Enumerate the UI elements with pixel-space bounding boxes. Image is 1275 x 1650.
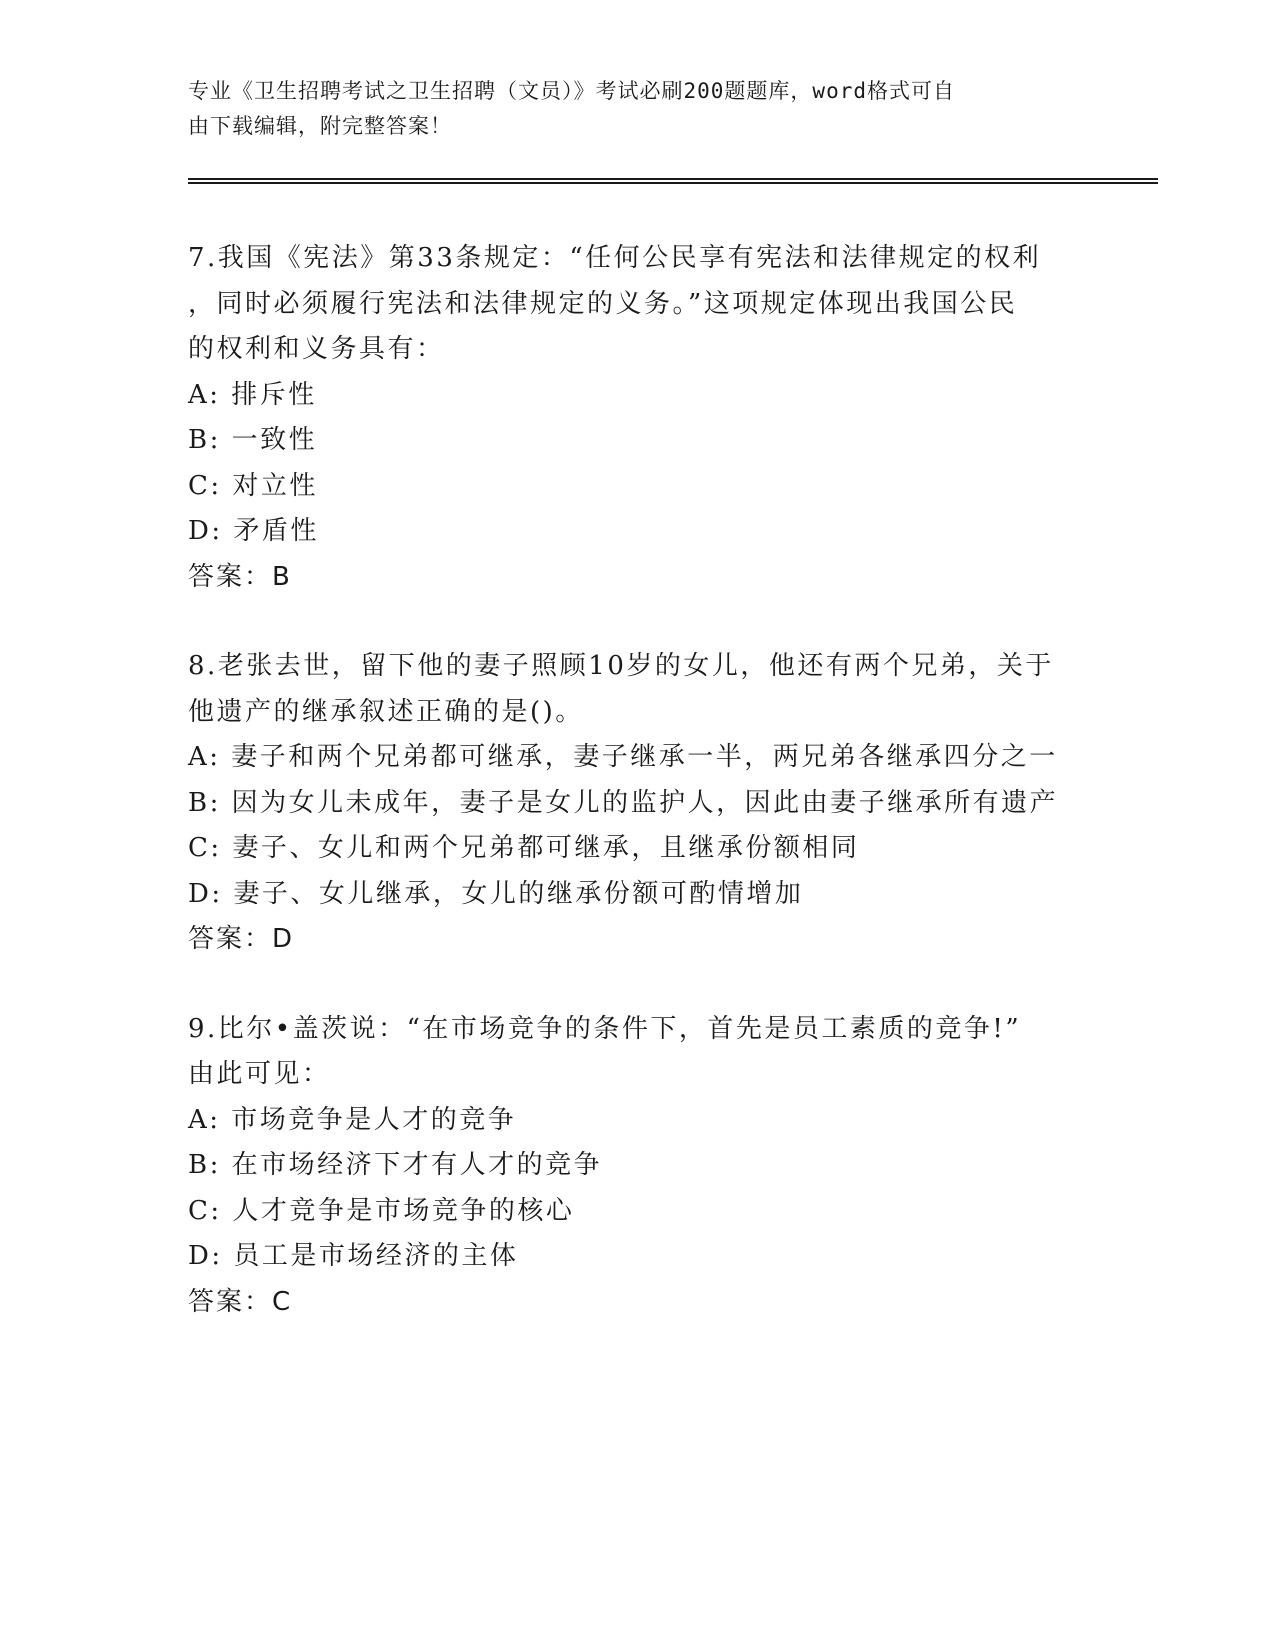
answer-value: B [272, 561, 291, 592]
question-stem-line: 的权利和义务具有： [188, 334, 445, 364]
option-b: B: 在市场经济下才有人才的竞争 [188, 1150, 603, 1180]
option-d: D: 妻子、女儿继承，女儿的继承份额可酌情增加 [188, 878, 804, 909]
question-stem-line: ，同时必须履行宪法和法律规定的义务。”这项规定体现出我国公民 [188, 288, 1018, 319]
question-stem-line: 7.我国《宪法》第33条规定：“任何公民享有宪法和法律规定的权利 [188, 243, 1042, 273]
answer [188, 917, 1088, 963]
header-double-rule [188, 178, 1158, 184]
answer-label: 答案： [188, 924, 273, 954]
option-d: D: 员工是市场经济的主体 [188, 1241, 519, 1271]
option-c: C: 妻子、女儿和两个兄弟都可继承，且继承份额相同 [188, 833, 860, 863]
answer-value: D [272, 924, 294, 954]
answer-value: C [272, 1286, 292, 1317]
answer-label: 答案： [188, 561, 273, 592]
answer-label: 答案： [188, 1286, 273, 1317]
option-b: B: 一致性 [188, 425, 318, 455]
question-list [188, 236, 1088, 1369]
question-stem-line: 由此可见： [188, 1059, 331, 1089]
answer [188, 1280, 1088, 1326]
option-d: D: 矛盾性 [188, 516, 319, 546]
option-c: C: 对立性 [188, 470, 318, 501]
header-line-1: 专业《卫生招聘考试之卫生招聘（文员）》考试必刷200题题库，word格式可自 [188, 79, 955, 103]
option-b: B: 因为女儿未成年，妻子是女儿的监护人，因此由妻子继承所有遗产 [188, 787, 1059, 818]
question-stem-line: 8.老张去世，留下他的妻子照顾10岁的女儿，他还有两个兄弟，关于 [188, 651, 1054, 681]
answer [188, 555, 1088, 601]
question-stem-line: 9.比尔•盖茨说：“在市场竞争的条件下，首先是员工素质的竞争!” [188, 1013, 1022, 1044]
option-c: C: 人才竞争是市场竞争的核心 [188, 1195, 575, 1226]
header-line-2: 由下载编辑，附完整答案！ [188, 114, 452, 138]
question-9 [188, 1007, 1088, 1326]
option-a: A: 排斥性 [188, 379, 317, 410]
document-header [188, 74, 1088, 144]
question-stem-line: 他遗产的继承叙述正确的是()。 [188, 696, 584, 727]
question-8 [188, 644, 1088, 963]
question-7 [188, 236, 1088, 600]
option-a: A: 市场竞争是人才的竞争 [188, 1104, 517, 1135]
option-a: A: 妻子和两个兄弟都可继承，妻子继承一半，两兄弟各继承四分之一 [188, 742, 1058, 772]
